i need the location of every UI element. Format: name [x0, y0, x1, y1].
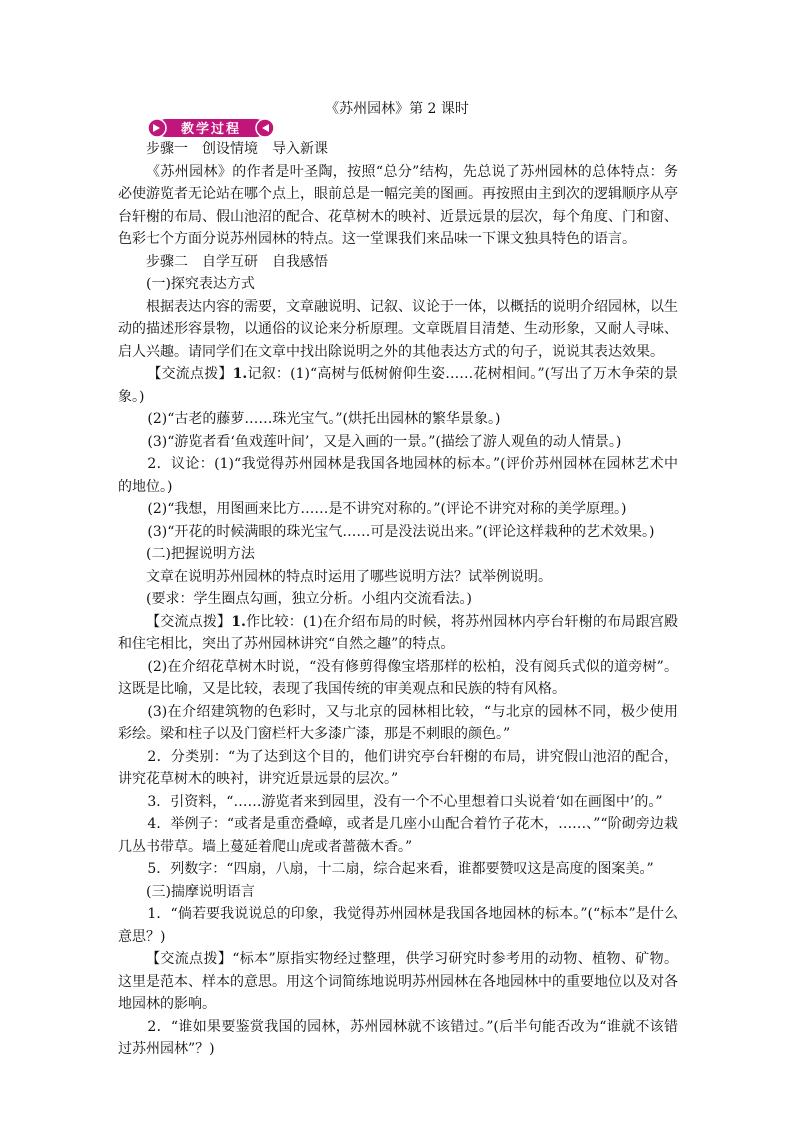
note-text: 作比较：(1)在介绍布局的时候，将苏州园林内亭台轩榭的布局跟宫殿和住宅相比，突出了苏州园林讲究“自然之趣”的特点。 — [118, 613, 678, 652]
note-number: 1. — [232, 366, 248, 382]
argument-example-1: 2．议论：(1)“我觉得苏州园林是我国各地园林的标本。”(评价苏州园林在园林艺术中的地位。) — [118, 456, 678, 495]
discussion-note-1 — [118, 363, 678, 408]
narration-example-3: (3)“游览者看‘鱼戏莲叶间’，又是入画的一景。”(描绘了游人观鱼的动人情景。) — [147, 433, 622, 450]
intro-paragraph: 《苏州园林》的作者是叶圣陶，按照“总分”结构，先总说了苏州园林的总体特点：务必使游览者无论站在哪个点上，眼前总是一幅完美的图画。再按照由主到次的逻辑顺序从亭台轩榭的布局、假山池沼的配合、花草树木的映衬、近景远景的层次，每个角度、门和窗、色彩七个方面分说苏州园林的特点。这一堂课我们来品味一下课文独具特色的语言。 — [118, 163, 678, 247]
discussion-note-3 — [118, 948, 678, 1016]
comparison-example-2: (2)在介绍花草树木时说，“没有修剪得像宝塔那样的松柏，没有阅兵式似的道旁树”。这既是比喻，又是比较，表现了我国传统的审美观点和民族的特有风格。 — [118, 658, 678, 697]
expression-paragraph: 根据表达内容的需要，文章融说明、记叙、议论于一体，以概括的说明介绍园林，以生动的描述形容景物，以通俗的议论来分析原理。文章既眉目清楚、生动形象，又耐人寻味、启人兴趣。请同学们在文章中找出除说明之外的其他表达方式的句子，说说其表达效果。 — [118, 298, 678, 360]
section-two-heading: (二)把握说明方法 — [146, 546, 255, 562]
note-text: “标本”原指实物经过整理，供学习研究时参考用的动物、植物、矿物。这里是范本、样本的意思。用这个词简练地说明苏州园林在各地园林中的重要地位以及对各地园林的影响。 — [118, 951, 678, 1012]
banner-label: 教学过程 — [180, 122, 242, 137]
note-label: 【交流点拨】 — [146, 613, 232, 630]
argument-example-3: (3)“开花的时候满眼的珠光宝气……可是没法说出来。”(评论这样栽种的艺术效果。) — [147, 523, 655, 540]
narration-example-2: (2)“古老的藤萝……珠光宝气。”(烘托出园林的繁华景象。) — [147, 411, 501, 427]
method-question: 文章在说明苏州园林的特点时运用了哪些说明方法？试举例说明。 — [146, 568, 552, 585]
example-method: 4．举例子：“或者是重峦叠嶂，或者是几座小山配合着竹子花木，……、”“阶砌旁边栽几丛书带草。墙上蔓延着爬山虎或者蔷薇木香。” — [118, 816, 678, 855]
note-number: 1. — [231, 613, 246, 630]
numbers-example: 5．列数字：“四扇，八扇，十二扇，综合起来看，谁都要赞叹这是高度的图案美。” — [147, 861, 654, 877]
step-two-heading: 步骤二 自学互研 自我感悟 — [146, 253, 328, 270]
step-one-heading: 步骤一 创设情境 导入新课 — [146, 141, 328, 157]
section-three-heading: (三)揣摩说明语言 — [146, 883, 255, 900]
language-question-1: 1．“倘若要我说说总的印象，我觉得苏州园林是我国各地园林的标本。”(“标本”是什么意思？) — [118, 906, 678, 945]
teaching-process-banner — [147, 118, 275, 138]
page-title: 《苏州园林》第 2 课时 — [325, 101, 469, 117]
method-requirement: (要求：学生圈点勾画，独立分析。小组内交流看法。) — [146, 591, 472, 607]
note-label: 【交流点拨】 — [147, 366, 233, 382]
argument-example-2: (2)“我想，用图画来比方……是不讲究对称的。”(评论不讲究对称的美学原理。) — [147, 501, 627, 517]
discussion-note-2 — [118, 611, 678, 656]
language-question-2: 2．“谁如果要鉴赏我国的园林，苏州园林就不该错过。”(后半句能否改为“谁就不该错过苏州园林”？) — [118, 1018, 678, 1057]
comparison-example-3: (3)在介绍建筑物的色彩时，又与北京的园林相比较，“与北京的园林不同，极少使用彩绘。梁和柱子以及门窗栏杆大多漆广漆，那是不刺眼的颜色。” — [118, 703, 678, 742]
classification-example: 2．分类别：“为了达到这个目的，他们讲究亭台轩榭的布局，讲究假山池沼的配合，讲究花草树木的映衬，讲究近景远景的层次。” — [118, 748, 678, 787]
lesson-body — [118, 138, 678, 1061]
note-label: 【交流点拨】 — [146, 951, 233, 967]
citation-example: 3．引资料，“……游览者来到园里，没有一个不心里想着口头说着‘如在画图中’的。” — [147, 793, 663, 810]
note-text: 记叙：(1)“高树与低树俯仰生姿……花树相间。”(写出了万木争荣的景象。) — [118, 366, 678, 405]
section-one-heading: (一)探究表达方式 — [146, 276, 255, 292]
